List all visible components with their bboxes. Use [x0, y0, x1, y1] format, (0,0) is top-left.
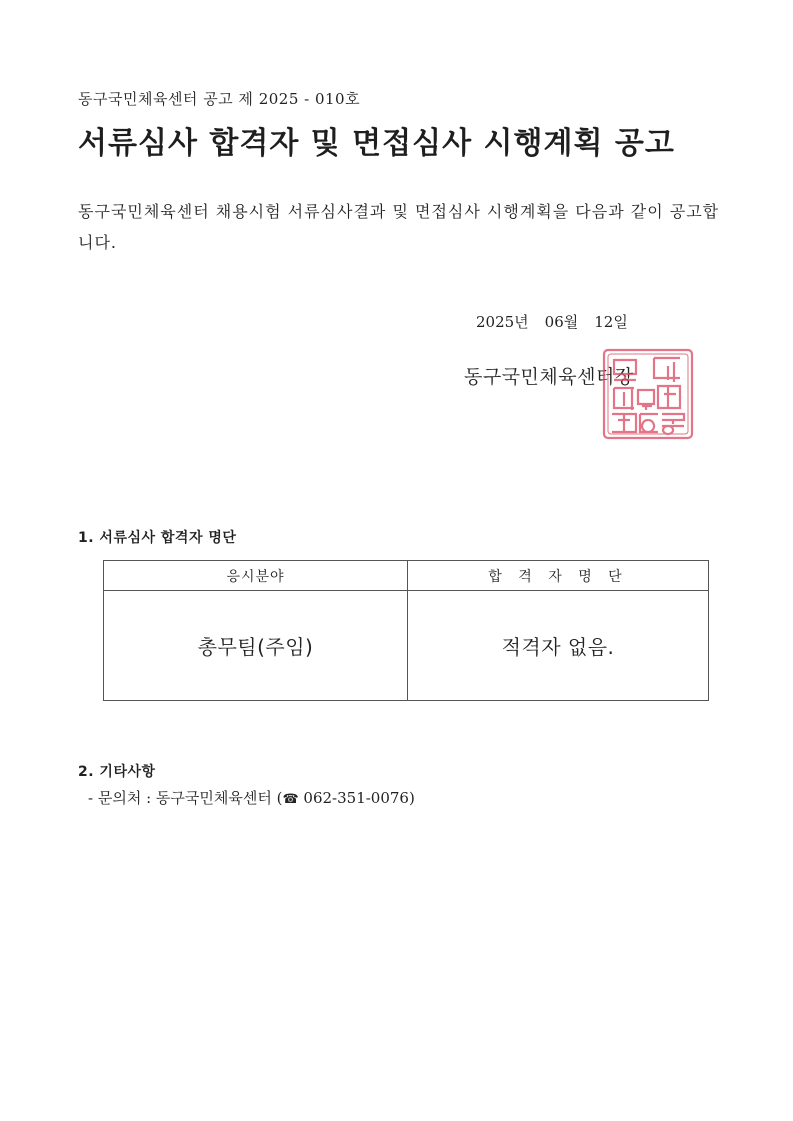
- section-title-other: 2. 기타사항: [78, 764, 156, 780]
- page-title: 서류심사 합격자 및 면접심사 시행계획 공고: [78, 126, 675, 161]
- announcement-date: [476, 311, 628, 332]
- date-year: 2025년: [476, 313, 529, 331]
- date-month: 06월: [544, 313, 579, 331]
- notice-number: 동구국민체육센터 공고 제 2025 - 010호: [78, 90, 361, 108]
- contact-prefix: - 문의처 : 동구국민체육센터 (: [88, 789, 283, 807]
- date-day: 12일: [594, 313, 628, 331]
- intro-paragraph: 동구국민체육센터 채용시험 서류심사결과 및 면접심사 시행계획을 다음과 같이 공고합니다.: [78, 202, 720, 252]
- official-seal-icon: [598, 344, 698, 444]
- table-cell-result: 적격자 없음.: [408, 591, 709, 701]
- table-row: [104, 591, 709, 701]
- pass-list-table: [103, 560, 709, 701]
- telephone-icon: ☎: [282, 792, 299, 807]
- contact-phone-number: 062-351-0076): [298, 789, 415, 807]
- table-header-result: 합 격 자 명 단: [408, 561, 709, 591]
- table-header-row: [104, 561, 709, 591]
- table-header-field: 응시분야: [104, 561, 408, 591]
- signer-name: 동구국민체육센터장: [464, 366, 634, 388]
- contact-line: [88, 787, 415, 808]
- section-title-pass-list: 1. 서류심사 합격자 명단: [78, 530, 237, 546]
- table-cell-field: 총무팀(주임): [104, 591, 408, 701]
